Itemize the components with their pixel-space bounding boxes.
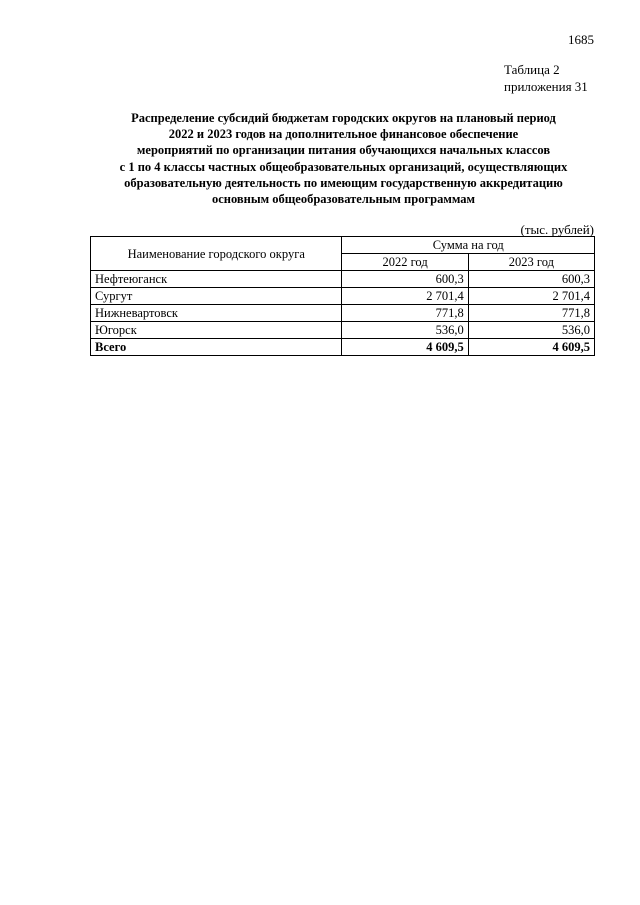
table-row [91, 288, 595, 305]
title-line: образовательную деятельность по имеющим государственную аккредитацию [124, 175, 563, 190]
units-label: (тыс. рублей) [520, 222, 594, 237]
value-2023: 600,3 [468, 271, 594, 288]
district-name: Югорск [91, 322, 342, 339]
value-2022: 600,3 [342, 271, 468, 288]
caption-line-2: приложения 31 [504, 79, 588, 94]
document-title [80, 110, 607, 207]
header-year-2022: 2022 год [342, 254, 468, 271]
subsidy-table [90, 236, 595, 356]
table-row [91, 271, 595, 288]
district-name: Нефтеюганск [91, 271, 342, 288]
value-2023: 2 701,4 [468, 288, 594, 305]
title-line: Распределение субсидий бюджетам городских округов на плановый период [131, 111, 556, 125]
value-2022: 771,8 [342, 305, 468, 322]
table-row [91, 305, 595, 322]
header-district-name: Наименование городского округа [91, 237, 342, 271]
header-annual-sum: Сумма на год [342, 237, 595, 254]
title-line: 2022 и 2023 годов на дополнительное финансовое обеспечение [168, 127, 519, 142]
district-name: Сургут [91, 288, 342, 305]
total-label: Всего [91, 339, 342, 356]
total-row [91, 339, 595, 356]
value-2023: 536,0 [468, 322, 594, 339]
value-2023: 771,8 [468, 305, 594, 322]
district-name: Нижневартовск [91, 305, 342, 322]
total-2023: 4 609,5 [468, 339, 594, 356]
page-number: 1685 [568, 32, 594, 47]
table-caption [504, 61, 588, 95]
value-2022: 2 701,4 [342, 288, 468, 305]
title-line: с 1 по 4 классы частных общеобразовательных организаций, осуществляющих [119, 159, 568, 174]
caption-line-1: Таблица 2 [504, 62, 560, 77]
header-year-2023: 2023 год [468, 254, 594, 271]
table-row [91, 322, 595, 339]
title-line: мероприятий по организации питания обучающихся начальных классов [136, 143, 551, 158]
total-2022: 4 609,5 [342, 339, 468, 356]
title-line: основным общеобразовательным программам [211, 192, 476, 207]
value-2022: 536,0 [342, 322, 468, 339]
